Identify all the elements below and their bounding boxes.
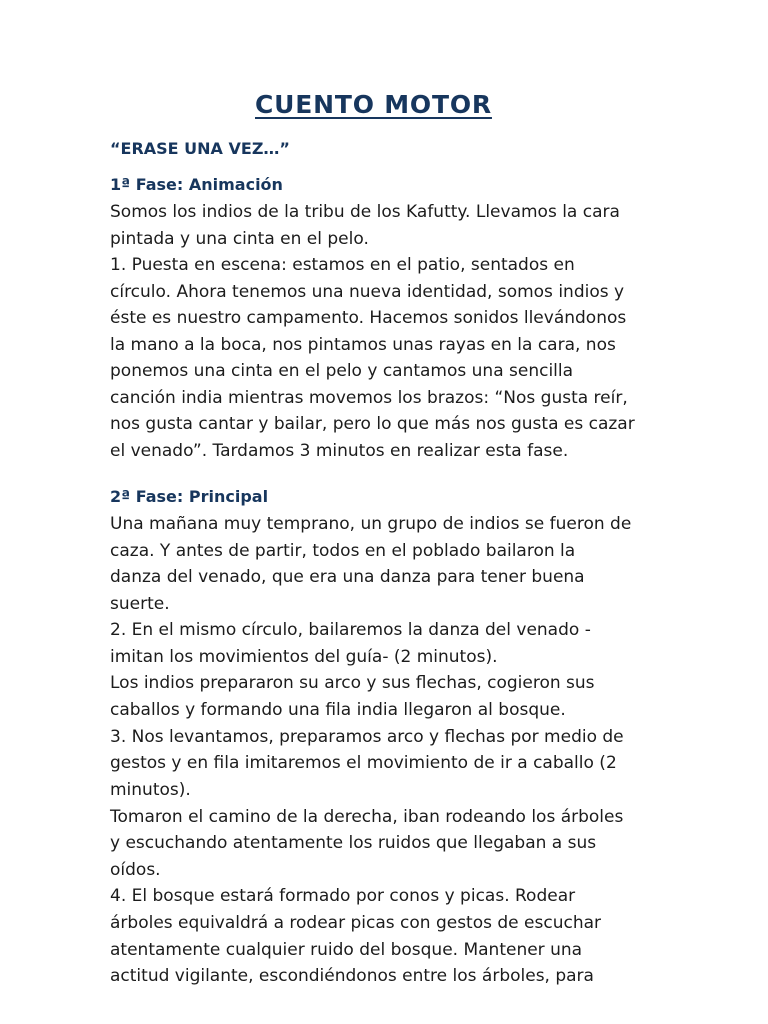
paragraph-line: canción india mientras movemos los brazos: “Nos gusta reír, <box>110 388 628 408</box>
paragraph-line: 2. En el mismo círculo, bailaremos la danza del venado - <box>110 620 591 640</box>
document-subtitle: “ERASE UNA VEZ…” <box>110 139 290 158</box>
paragraph-line: suerte. <box>110 594 170 614</box>
paragraph-line: círculo. Ahora tenemos una nueva identidad, somos indios y <box>110 282 625 302</box>
paragraph-line: 1. Puesta en escena: estamos en el patio, sentados en <box>110 255 575 275</box>
paragraph-line: el venado”. Tardamos 3 minutos en realizar esta fase. <box>110 441 569 461</box>
paragraph-line: caballos y formando una fila india llegaron al bosque. <box>110 700 566 720</box>
paragraph-line: nos gusta cantar y bailar, pero lo que más nos gusta es cazar <box>110 414 635 434</box>
paragraph-line: 3. Nos levantamos, preparamos arco y flechas por medio de <box>110 727 624 747</box>
paragraph-line: ponemos una cinta en el pelo y cantamos una sencilla <box>110 361 574 381</box>
paragraph-line: éste es nuestro campamento. Hacemos sonidos llevándonos <box>110 308 627 328</box>
paragraph-line: pintada y una cinta en el pelo. <box>110 229 369 249</box>
paragraph-line: atentamente cualquier ruido del bosque. Mantener una <box>110 940 583 960</box>
paragraph-line: Una mañana muy temprano, un grupo de indios se fueron de <box>110 514 632 534</box>
paragraph-line: árboles equivaldrá a rodear picas con gestos de escuchar <box>110 913 602 933</box>
paragraph-line: Somos los indios de la tribu de los Kafutty. Llevamos la cara <box>110 202 620 222</box>
paragraph-line: imitan los movimientos del guía- (2 minutos). <box>110 647 498 667</box>
paragraph-line: la mano a la boca, nos pintamos unas rayas en la cara, nos <box>110 335 616 355</box>
paragraph-line: Tomaron el camino de la derecha, iban rodeando los árboles <box>110 807 624 827</box>
paragraph-line: caza. Y antes de partir, todos en el poblado bailaron la <box>110 541 576 561</box>
paragraph-line: y escuchando atentamente los ruidos que llegaban a sus <box>110 833 597 853</box>
section-heading-principal: 2ª Fase: Principal <box>110 487 269 506</box>
document-title: CUENTO MOTOR <box>255 90 492 119</box>
paragraph-line: minutos). <box>110 780 191 800</box>
section-heading-animacion: 1ª Fase: Animación <box>110 175 283 194</box>
paragraph-line: danza del venado, que era una danza para tener buena <box>110 567 585 587</box>
paragraph-line: Los indios prepararon su arco y sus flechas, cogieron sus <box>110 673 595 693</box>
paragraph-line: 4. El bosque estará formado por conos y picas. Rodear <box>110 886 576 906</box>
paragraph-line: gestos y en fila imitaremos el movimiento de ir a caballo (2 <box>110 753 617 773</box>
paragraph-line: oídos. <box>110 860 161 880</box>
paragraph-line: actitud vigilante, escondiéndonos entre los árboles, para <box>110 966 594 986</box>
